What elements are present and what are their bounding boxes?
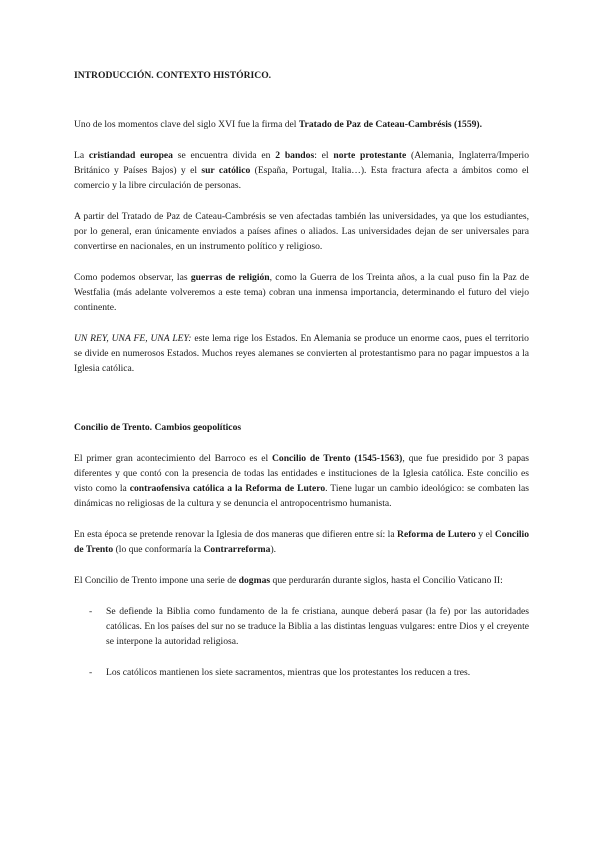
paragraph-renewal: En esta época se pretende renovar la Iglesia de dos maneras que difieren entre sí: la Reforma de Lutero y el Concilio de Trento (lo que conformaría la Contrarreforma). bbox=[74, 529, 529, 555]
paragraph-universities: A partir del Tratado de Paz de Cateau-Cambrésis se ven afectadas también las universidades, ya que los estudiantes, por lo general, eran únicamente enviados a países afines o aliados. Las universidades dejan de ser universales para convertirse en nacionales, en un instrumento político y religioso. bbox=[74, 211, 529, 252]
paragraph-religious-wars: Como podemos observar, las guerras de religión, como la Guerra de los Treinta años, a la cual puso fin la Paz de Westfalia (más adelante volveremos a este tema) cobran una inmensa importancia, determinando el futuro del viejo continente. bbox=[74, 272, 529, 313]
list-item: - Se defiende la Biblia como fundamento de la fe cristiana, aunque deberá pasar (la fe) por las autoridades católicas. En los países del sur no se traduce la Biblia a las distintas lenguas vulgares: entre Dios y el creyente se interpone la autoridad religiosa. bbox=[89, 606, 529, 647]
list-item: - Los católicos mantienen los siete sacramentos, mientras que los protestantes los reducen a tres. bbox=[89, 667, 471, 678]
page-title: INTRODUCCIÓN. CONTEXTO HISTÓRICO. bbox=[74, 70, 272, 81]
section-title: Concilio de Trento. Cambios geopolíticos bbox=[74, 422, 242, 433]
paragraph-council: El primer gran acontecimiento del Barroco es el Concilio de Trento (1545-1563), que fue presidido por 3 papas diferentes y que contó con la presencia de todas las entidades e instituciones de la Iglesia católica. Este concilio es visto como la contraofensiva católica a la Reforma de Lutero. Tiene lugar un cambio ideológico: se combaten las dinámicas no religiosas de la cultura y se denuncia el antropocentrismo humanista. bbox=[74, 453, 530, 509]
paragraph-treaty: Uno de los momentos clave del siglo XVI fue la firma del Tratado de Paz de Cateau-Cambrésis (1559). bbox=[74, 119, 483, 130]
dogma-list bbox=[74, 604, 529, 680]
paragraph-dogmas: El Concilio de Trento impone una serie de dogmas que perdurarán durante siglos, hasta el Concilio Vaticano II: bbox=[74, 575, 503, 586]
paragraph-christianity: La cristiandad europea se encuentra divida en 2 bandos: el norte protestante (Alemania, Inglaterra/Imperio Británico y Países Bajos) y el sur católico (España, Portugal, Italia…). Esta fractura afecta a ámbitos como el comercio y la libre circulación de personas. bbox=[74, 150, 529, 191]
paragraph-motto: UN REY, UNA FE, UNA LEY: este lema rige los Estados. En Alemania se produce un enorme caos, pues el territorio se divide en numerosos Estados. Muchos reyes alemanes se convierten al protestantismo para no pagar impuestos a la Iglesia católica. bbox=[74, 333, 529, 374]
